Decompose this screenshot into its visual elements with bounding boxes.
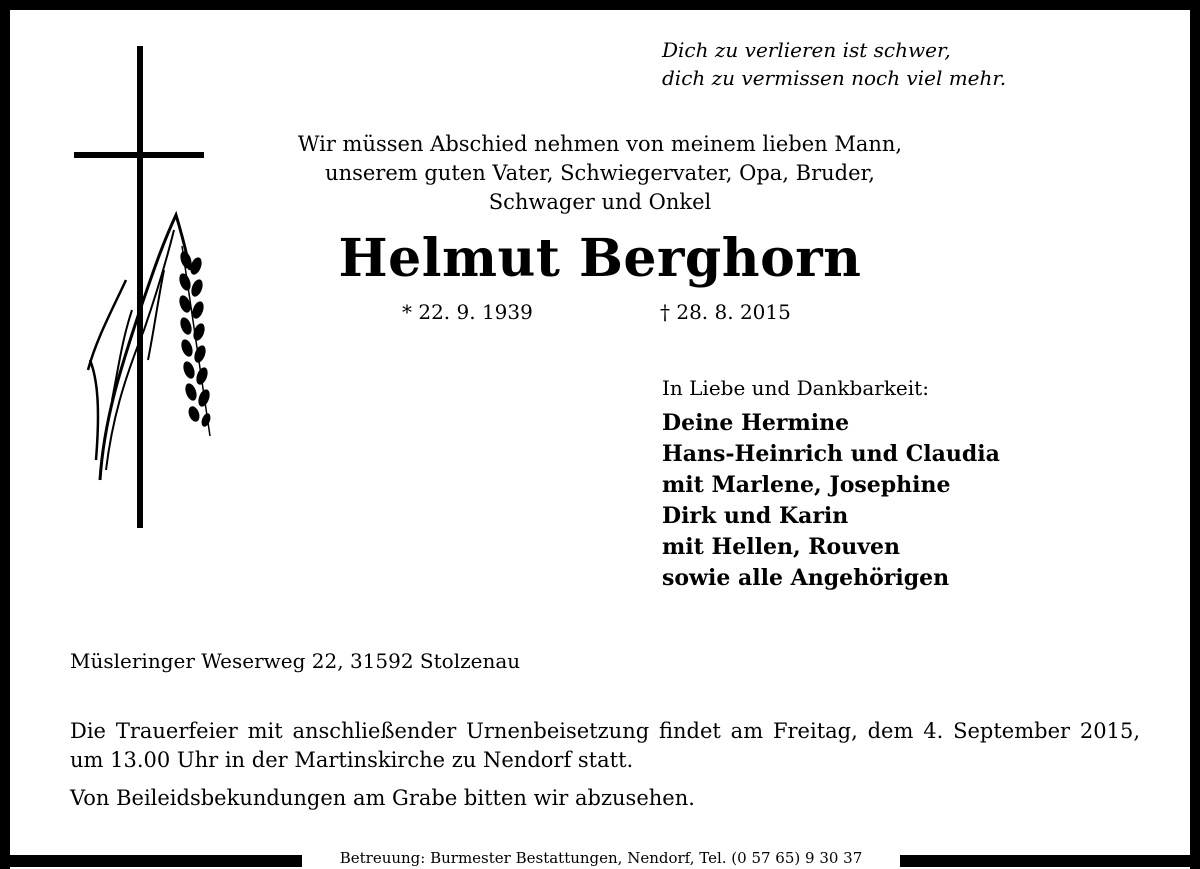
mourner-line: Deine Hermine — [662, 410, 850, 436]
funeral-home-footer: Betreuung: Burmester Bestattungen, Nendorf, Tel. (0 57 65) 9 30 37 — [339, 849, 863, 867]
border-bottom-left — [0, 855, 302, 867]
intro-text — [250, 130, 950, 217]
intro-line-3: Schwager und Onkel — [488, 190, 712, 214]
intro-line-1: Wir müssen Abschied nehmen von meinem lieben Mann, — [297, 132, 903, 156]
mourners-list — [662, 408, 1000, 594]
border-bottom-right — [900, 855, 1200, 867]
border-left — [0, 0, 10, 869]
mourner-line: Hans-Heinrich und Claudia — [662, 441, 1000, 467]
mourners-label: In Liebe und Dankbarkeit: — [662, 376, 929, 400]
motto-quote — [662, 36, 1006, 92]
mourner-line: mit Hellen, Rouven — [662, 534, 900, 560]
cross-with-wheat-icon — [60, 40, 230, 540]
border-top — [0, 0, 1200, 10]
birth-date: * 22. 9. 1939 — [402, 300, 533, 324]
death-date: † 28. 8. 2015 — [660, 300, 791, 324]
border-right — [1190, 0, 1200, 869]
motto-line-1: Dich zu verlieren ist schwer, — [662, 38, 951, 62]
condolence-note: Von Beileidsbekundungen am Grabe bitten wir abzusehen. — [70, 786, 695, 810]
motto-line-2: dich zu vermissen noch viel mehr. — [662, 66, 1007, 90]
ceremony-info: Die Trauerfeier mit anschließender Urnenbeisetzung findet am Freitag, dem 4. September 2015, um 13.00 Uhr in der Martinskirche zu Nendorf statt. — [70, 719, 1140, 772]
mourner-line: mit Marlene, Josephine — [662, 472, 951, 498]
mourner-line: sowie alle Angehörigen — [662, 565, 950, 591]
mourner-line: Dirk und Karin — [662, 503, 849, 529]
deceased-name: Helmut Berghorn — [338, 228, 862, 289]
intro-line-2: unserem guten Vater, Schwiegervater, Opa, Bruder, — [325, 161, 875, 185]
family-address: Müsleringer Weserweg 22, 31592 Stolzenau — [70, 649, 521, 673]
